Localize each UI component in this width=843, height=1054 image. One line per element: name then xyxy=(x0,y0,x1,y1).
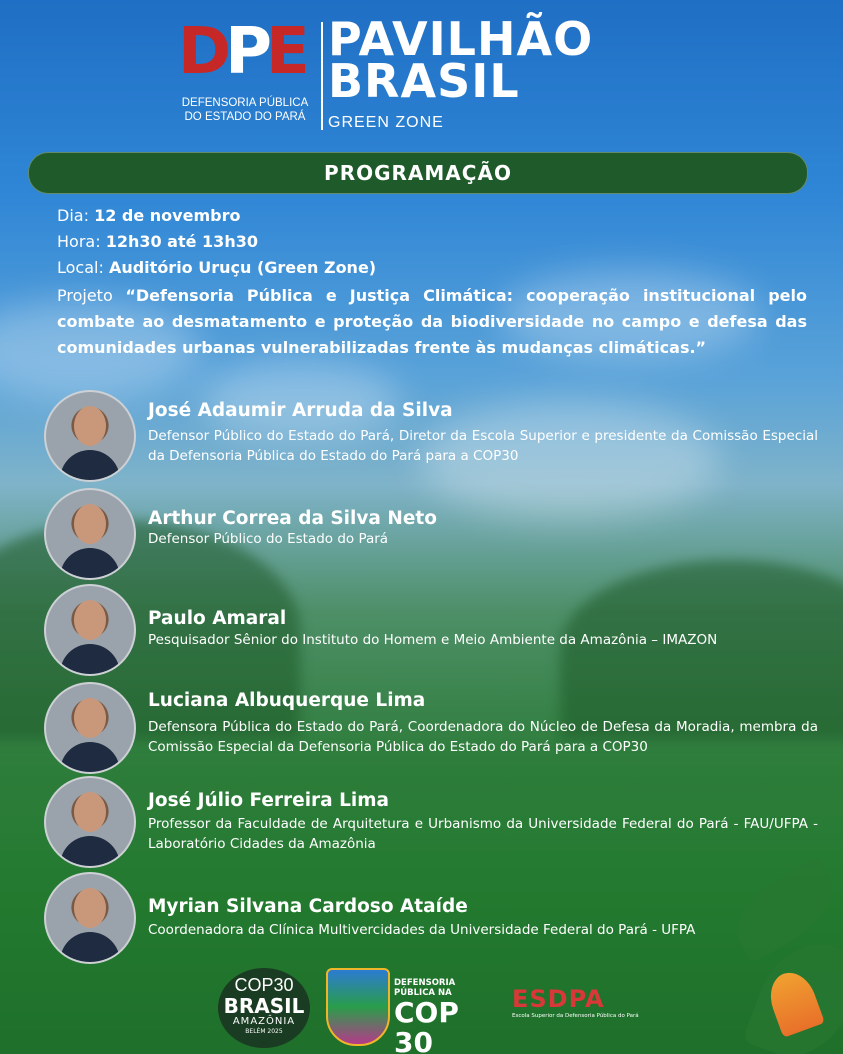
esdpa-logo xyxy=(512,986,639,1020)
speaker-name: José Adaumir Arruda da Silva xyxy=(148,400,453,421)
speaker-name: Paulo Amaral xyxy=(148,608,287,629)
cop30-logo-line2: BRASIL xyxy=(223,994,305,1018)
speaker-avatar xyxy=(44,584,136,676)
speaker-avatar xyxy=(44,488,136,580)
event-date xyxy=(57,203,807,229)
event-place-value: Auditório Uruçu (Green Zone) xyxy=(108,258,377,277)
event-info xyxy=(57,203,807,361)
speaker-role: Coordenadora da Clínica Multivercidades da Universidade Federal do Pará - UFPA xyxy=(148,922,696,938)
pavilion-title xyxy=(328,12,594,108)
defensoria-cop30-line1: DEFENSORIA PÚBLICA NA xyxy=(394,978,456,998)
cop30-logo-line3: AMAZÔNIA xyxy=(232,1016,296,1027)
dpe-logo-sub-line1: DEFENSORIA PÚBLICA xyxy=(181,97,309,109)
event-time xyxy=(57,229,807,255)
speaker-avatar xyxy=(44,776,136,868)
dpe-logo-mark: DPE xyxy=(178,15,304,89)
event-place-label: Local: xyxy=(57,258,104,277)
speaker-role: Pesquisador Sênior do Instituto do Homem e Meio Ambiente da Amazônia – IMAZON xyxy=(148,632,718,648)
speaker-role: Defensor Público do Estado do Pará xyxy=(148,531,389,547)
cop30-logo-line4: BELÉM 2025 xyxy=(245,1028,283,1035)
pavilion-title-line2: BRASIL xyxy=(328,54,520,108)
header xyxy=(176,12,676,136)
cop30-logo xyxy=(218,968,310,1048)
speaker-name: Luciana Albuquerque Lima xyxy=(148,690,426,711)
footer-logos xyxy=(0,960,843,1054)
speaker-role: Professor da Faculdade de Arquitetura e Urbanismo da Universidade Federal do Pará - FAU/UFPA - Laboratório Cidades da Amazônia xyxy=(148,816,818,852)
program-banner xyxy=(28,152,808,194)
dpe-logo-sub-line2: DO ESTADO DO PARÁ xyxy=(184,111,306,123)
event-time-label: Hora: xyxy=(57,232,101,251)
event-project xyxy=(57,283,807,361)
speaker-avatar xyxy=(44,390,136,482)
pavilion-subtitle: GREEN ZONE xyxy=(328,114,444,131)
esdpa-logo-subtitle: Escola Superior da Defensoria Pública do Pará xyxy=(512,1013,639,1019)
dpe-logo-subtitle xyxy=(172,96,318,124)
speaker-role: Defensora Pública do Estado do Pará, Coordenadora do Núcleo de Defesa da Moradia, membra da Comissão Especial da Defensoria Pública do Estado do Pará para a COP30 xyxy=(148,719,818,755)
event-project-label: Projeto xyxy=(57,286,113,305)
esdpa-logo-mark: ESDPA xyxy=(512,985,605,1013)
event-project-value: “Defensoria Pública e Justiça Climática: cooperação institucional pelo combate ao desmatamento e proteção da biodiversidade no campo e defesa das comunidades urbanas vulnerabilizadas frente às mudanças climáticas.” xyxy=(57,286,807,357)
program-banner-label: PROGRAMAÇÃO xyxy=(324,161,512,185)
speaker-name: Myrian Silvana Cardoso Ataíde xyxy=(148,896,468,917)
event-date-value: 12 de novembro xyxy=(94,206,241,225)
speaker-avatar xyxy=(44,682,136,774)
speaker-name: Arthur Correa da Silva Neto xyxy=(148,508,437,529)
event-date-label: Dia: xyxy=(57,206,89,225)
cop30-logo-line1: COP30 xyxy=(234,975,294,995)
speaker-name: José Júlio Ferreira Lima xyxy=(148,790,389,811)
shield-emblem-icon xyxy=(326,968,390,1046)
hill-shape xyxy=(560,560,843,740)
speaker-avatar xyxy=(44,872,136,964)
event-place xyxy=(57,255,807,281)
defensoria-cop30-line2: COP 30 xyxy=(394,996,459,1054)
speaker-role: Defensor Público do Estado do Pará, Diretor da Escola Superior e presidente da Comissão Especial da Defensoria Pública do Estado do Pará para a COP30 xyxy=(148,428,818,464)
header-divider xyxy=(321,22,323,130)
pavilion-title-line1: PAVILHÃO xyxy=(328,12,594,66)
dpe-logo xyxy=(176,15,316,136)
defensoria-cop30-logo xyxy=(394,978,498,1054)
event-time-value: 12h30 até 13h30 xyxy=(105,232,258,251)
